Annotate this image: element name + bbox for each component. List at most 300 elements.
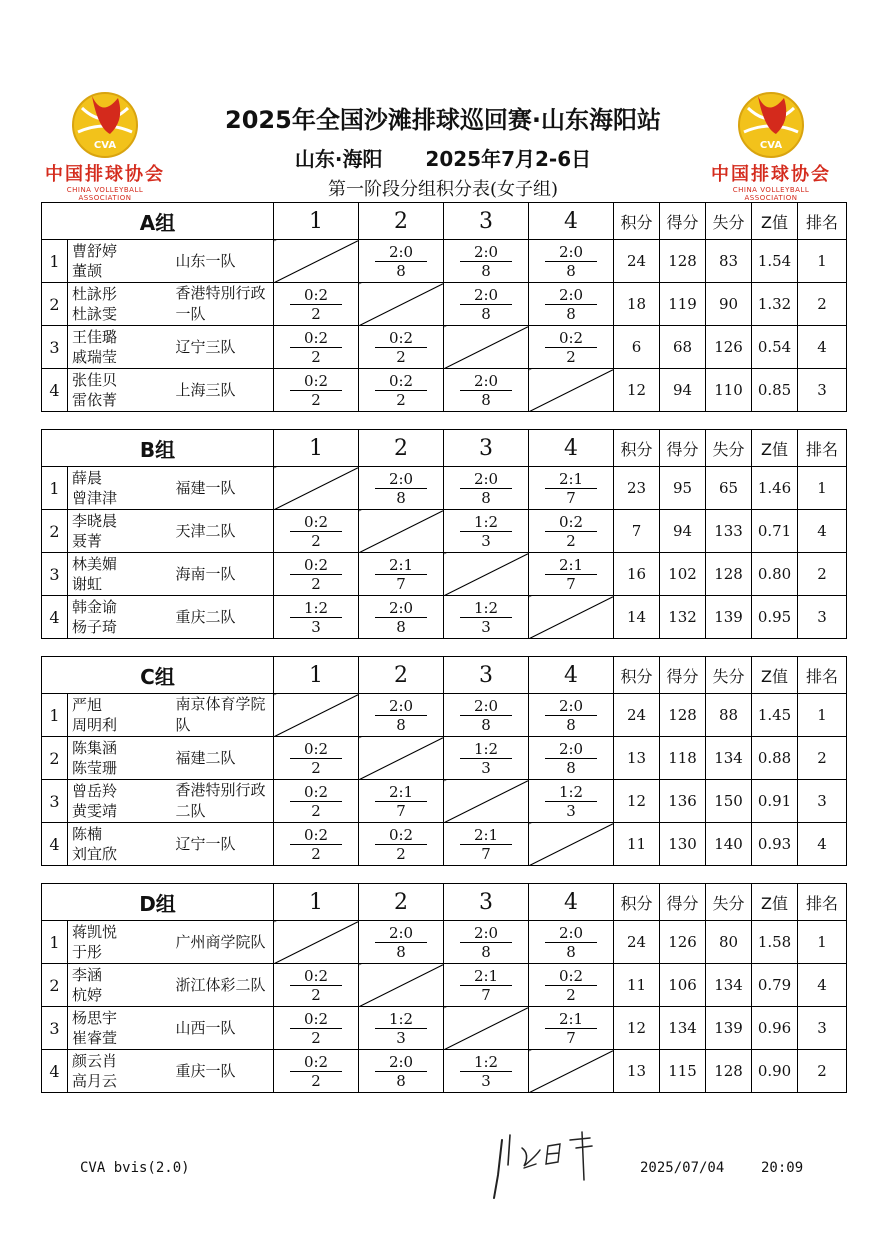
logo-subtitle: CHINA VOLLEYBALL ASSOCIATION xyxy=(732,186,810,202)
opponent-column-header: 4 xyxy=(529,884,614,921)
points-scored: 94 xyxy=(660,369,706,412)
match-score: 1:2 xyxy=(375,1010,427,1029)
z-value: 0.90 xyxy=(752,1050,798,1093)
stage-title: 第一阶段分组积分表(女子组) xyxy=(327,179,559,200)
points-conceded: 150 xyxy=(706,780,752,823)
team-name: 重庆一队 xyxy=(172,1050,274,1093)
player-name: 周明利 xyxy=(72,716,118,734)
match-result xyxy=(529,553,614,596)
event-location: 山东·海阳 xyxy=(294,147,383,171)
match-result xyxy=(359,823,444,866)
match-score: 1:2 xyxy=(545,783,597,802)
match-result xyxy=(274,964,359,1007)
seed-number: 4 xyxy=(42,596,68,639)
column-header-scored: 得分 xyxy=(660,657,706,694)
match-points: 8 xyxy=(566,305,576,323)
match-result xyxy=(529,1007,614,1050)
match-points: 8 xyxy=(396,716,406,734)
points-scored: 115 xyxy=(660,1050,706,1093)
column-header-conceded: 失分 xyxy=(706,657,752,694)
match-score: 2:1 xyxy=(545,470,597,489)
total-points: 14 xyxy=(614,596,660,639)
points-conceded: 133 xyxy=(706,510,752,553)
match-score: 2:0 xyxy=(375,697,427,716)
rank: 3 xyxy=(798,596,847,639)
group-name: D组 xyxy=(42,884,274,921)
match-points: 3 xyxy=(481,759,491,777)
player-name: 杭婷 xyxy=(72,986,103,1004)
rank: 3 xyxy=(798,369,847,412)
table-row xyxy=(42,964,847,1007)
players-cell xyxy=(68,596,172,639)
player-name: 雷依菁 xyxy=(72,391,118,409)
seed-number: 4 xyxy=(42,823,68,866)
match-result xyxy=(274,1050,359,1093)
points-scored: 132 xyxy=(660,596,706,639)
team-name: 香港特別行政一队 xyxy=(172,283,274,326)
points-conceded: 134 xyxy=(706,964,752,1007)
match-result xyxy=(359,694,444,737)
player-name: 于彤 xyxy=(72,943,103,961)
players-cell xyxy=(68,369,172,412)
match-score: 0:2 xyxy=(545,513,597,532)
match-points: 8 xyxy=(566,716,576,734)
total-points: 6 xyxy=(614,326,660,369)
column-header-z: Z值 xyxy=(752,657,798,694)
player-name: 杨思宇 xyxy=(72,1009,118,1027)
team-name: 山东一队 xyxy=(172,240,274,283)
seed-number: 2 xyxy=(42,737,68,780)
match-score: 2:1 xyxy=(545,1010,597,1029)
match-result xyxy=(359,326,444,369)
rank: 1 xyxy=(798,921,847,964)
match-score: 1:2 xyxy=(460,1053,512,1072)
total-points: 11 xyxy=(614,823,660,866)
column-header-scored: 得分 xyxy=(660,430,706,467)
match-score: 2:0 xyxy=(460,372,512,391)
match-score: 2:0 xyxy=(545,243,597,262)
players-cell xyxy=(68,1007,172,1050)
match-result xyxy=(444,823,529,866)
total-points: 18 xyxy=(614,283,660,326)
match-result xyxy=(274,326,359,369)
match-points: 3 xyxy=(566,802,576,820)
player-name: 陈集涵 xyxy=(72,739,118,757)
player-name: 曹舒婷 xyxy=(72,242,118,260)
table-row xyxy=(42,1007,847,1050)
points-scored: 106 xyxy=(660,964,706,1007)
team-name: 福建二队 xyxy=(172,737,274,780)
table-row xyxy=(42,553,847,596)
player-name: 严旭 xyxy=(72,696,103,714)
player-name: 陈楠 xyxy=(72,825,103,843)
z-value: 1.45 xyxy=(752,694,798,737)
match-score: 0:2 xyxy=(290,329,342,348)
points-scored: 68 xyxy=(660,326,706,369)
match-points: 2 xyxy=(311,391,321,409)
player-name: 蒋凯悦 xyxy=(72,923,118,941)
table-row xyxy=(42,596,847,639)
players-cell xyxy=(68,510,172,553)
column-header-points: 积分 xyxy=(614,203,660,240)
match-points: 2 xyxy=(311,305,321,323)
match-result xyxy=(274,823,359,866)
table-row xyxy=(42,369,847,412)
match-score: 2:0 xyxy=(460,470,512,489)
match-points: 2 xyxy=(566,348,576,366)
players-cell xyxy=(68,823,172,866)
match-result xyxy=(444,283,529,326)
match-score: 1:2 xyxy=(460,740,512,759)
points-scored: 95 xyxy=(660,467,706,510)
match-score: 2:0 xyxy=(375,470,427,489)
player-name: 崔睿萱 xyxy=(72,1029,118,1047)
seed-number: 1 xyxy=(42,467,68,510)
points-scored: 128 xyxy=(660,694,706,737)
opponent-column-header: 1 xyxy=(274,884,359,921)
match-result xyxy=(444,596,529,639)
match-points: 8 xyxy=(481,262,491,280)
self-match-cell xyxy=(359,283,444,326)
players-cell xyxy=(68,694,172,737)
match-score: 0:2 xyxy=(375,826,427,845)
match-score: 2:0 xyxy=(545,924,597,943)
group-b-table xyxy=(41,429,847,639)
points-scored: 134 xyxy=(660,1007,706,1050)
rank: 4 xyxy=(798,510,847,553)
match-result xyxy=(529,283,614,326)
seed-number: 3 xyxy=(42,1007,68,1050)
rank: 2 xyxy=(798,553,847,596)
opponent-column-header: 1 xyxy=(274,430,359,467)
match-points: 8 xyxy=(396,943,406,961)
match-result xyxy=(444,240,529,283)
player-name: 颜云肖 xyxy=(72,1052,118,1070)
match-score: 1:2 xyxy=(460,513,512,532)
match-score: 2:0 xyxy=(375,243,427,262)
match-result xyxy=(529,921,614,964)
group-header-row xyxy=(42,430,847,467)
match-points: 2 xyxy=(396,391,406,409)
match-points: 7 xyxy=(566,489,576,507)
seed-number: 3 xyxy=(42,553,68,596)
match-score: 2:0 xyxy=(460,286,512,305)
column-header-conceded: 失分 xyxy=(706,884,752,921)
seed-number: 3 xyxy=(42,780,68,823)
match-score: 2:0 xyxy=(545,697,597,716)
software-version: CVA bvis(2.0) xyxy=(80,1160,190,1176)
total-points: 13 xyxy=(614,737,660,780)
match-result xyxy=(274,596,359,639)
rank: 4 xyxy=(798,964,847,1007)
match-score: 2:1 xyxy=(545,556,597,575)
players-cell xyxy=(68,1050,172,1093)
group-name: A组 xyxy=(42,203,274,240)
z-value: 1.32 xyxy=(752,283,798,326)
rank: 3 xyxy=(798,780,847,823)
match-result xyxy=(359,1050,444,1093)
self-match-cell xyxy=(444,780,529,823)
match-result xyxy=(274,1007,359,1050)
logo-name: 中国排球协会 xyxy=(711,164,831,185)
group-name: B组 xyxy=(42,430,274,467)
points-conceded: 88 xyxy=(706,694,752,737)
team-name: 上海三队 xyxy=(172,369,274,412)
table-row xyxy=(42,467,847,510)
table-row xyxy=(42,326,847,369)
match-points: 8 xyxy=(566,262,576,280)
players-cell xyxy=(68,326,172,369)
seed-number: 1 xyxy=(42,921,68,964)
team-name: 海南一队 xyxy=(172,553,274,596)
opponent-column-header: 4 xyxy=(529,430,614,467)
match-points: 2 xyxy=(311,348,321,366)
players-cell xyxy=(68,964,172,1007)
opponent-column-header: 1 xyxy=(274,203,359,240)
self-match-cell xyxy=(529,596,614,639)
table-row xyxy=(42,737,847,780)
match-points: 2 xyxy=(311,845,321,863)
match-points: 2 xyxy=(311,802,321,820)
total-points: 11 xyxy=(614,964,660,1007)
points-scored: 118 xyxy=(660,737,706,780)
table-row xyxy=(42,1050,847,1093)
match-result xyxy=(359,240,444,283)
opponent-column-header: 2 xyxy=(359,430,444,467)
total-points: 7 xyxy=(614,510,660,553)
self-match-cell xyxy=(359,510,444,553)
match-score: 1:2 xyxy=(460,599,512,618)
match-points: 2 xyxy=(566,986,576,1004)
player-name: 杜詠彤 xyxy=(72,285,118,303)
match-result xyxy=(444,467,529,510)
self-match-cell xyxy=(274,467,359,510)
match-score: 2:0 xyxy=(460,924,512,943)
match-score: 0:2 xyxy=(290,826,342,845)
players-cell xyxy=(68,240,172,283)
total-points: 24 xyxy=(614,694,660,737)
match-result xyxy=(274,553,359,596)
total-points: 24 xyxy=(614,921,660,964)
column-header-rank: 排名 xyxy=(798,430,847,467)
match-score: 0:2 xyxy=(290,513,342,532)
match-points: 2 xyxy=(566,532,576,550)
rank: 3 xyxy=(798,1007,847,1050)
total-points: 13 xyxy=(614,1050,660,1093)
team-name: 辽宁三队 xyxy=(172,326,274,369)
match-score: 1:2 xyxy=(290,599,342,618)
player-name: 李涵 xyxy=(72,966,103,984)
total-points: 12 xyxy=(614,1007,660,1050)
match-points: 2 xyxy=(311,532,321,550)
rank: 4 xyxy=(798,823,847,866)
team-name: 天津二队 xyxy=(172,510,274,553)
opponent-column-header: 3 xyxy=(444,884,529,921)
self-match-cell xyxy=(529,1050,614,1093)
opponent-column-header: 2 xyxy=(359,203,444,240)
player-name: 董颉 xyxy=(72,262,103,280)
points-conceded: 80 xyxy=(706,921,752,964)
total-points: 23 xyxy=(614,467,660,510)
match-points: 3 xyxy=(481,532,491,550)
z-value: 0.71 xyxy=(752,510,798,553)
match-score: 0:2 xyxy=(375,372,427,391)
match-score: 2:0 xyxy=(375,924,427,943)
points-conceded: 83 xyxy=(706,240,752,283)
points-conceded: 110 xyxy=(706,369,752,412)
match-points: 2 xyxy=(396,348,406,366)
z-value: 0.96 xyxy=(752,1007,798,1050)
match-points: 8 xyxy=(396,489,406,507)
match-result xyxy=(359,1007,444,1050)
player-name: 陈莹珊 xyxy=(72,759,118,777)
player-name: 薛晨 xyxy=(72,469,103,487)
rank: 2 xyxy=(798,283,847,326)
self-match-cell xyxy=(444,553,529,596)
match-score: 2:0 xyxy=(460,243,512,262)
team-name: 福建一队 xyxy=(172,467,274,510)
match-score: 0:2 xyxy=(290,1053,342,1072)
opponent-column-header: 2 xyxy=(359,884,444,921)
match-points: 7 xyxy=(566,575,576,593)
team-name: 重庆二队 xyxy=(172,596,274,639)
match-result xyxy=(274,780,359,823)
group-c-table xyxy=(41,656,847,866)
rank: 1 xyxy=(798,694,847,737)
team-name: 广州商学院队 xyxy=(172,921,274,964)
match-result xyxy=(444,737,529,780)
svg-text:CVA: CVA xyxy=(759,140,783,151)
match-points: 2 xyxy=(396,845,406,863)
match-points: 2 xyxy=(311,759,321,777)
footer-time: 20:09 xyxy=(761,1160,804,1176)
column-header-z: Z值 xyxy=(752,203,798,240)
match-score: 2:0 xyxy=(545,286,597,305)
z-value: 1.54 xyxy=(752,240,798,283)
group-name: C组 xyxy=(42,657,274,694)
points-scored: 102 xyxy=(660,553,706,596)
rank: 4 xyxy=(798,326,847,369)
match-result xyxy=(529,780,614,823)
match-result xyxy=(274,369,359,412)
match-score: 0:2 xyxy=(290,286,342,305)
table-row xyxy=(42,921,847,964)
match-points: 8 xyxy=(396,1072,406,1090)
players-cell xyxy=(68,467,172,510)
match-score: 0:2 xyxy=(290,967,342,986)
match-score: 0:2 xyxy=(290,740,342,759)
total-points: 12 xyxy=(614,369,660,412)
match-result xyxy=(529,326,614,369)
match-points: 3 xyxy=(396,1029,406,1047)
player-name: 王佳璐 xyxy=(72,328,118,346)
match-result xyxy=(274,737,359,780)
match-points: 7 xyxy=(481,845,491,863)
group-header-row xyxy=(42,884,847,921)
logo-name: 中国排球协会 xyxy=(45,164,165,185)
self-match-cell xyxy=(359,964,444,1007)
match-result xyxy=(359,780,444,823)
opponent-column-header: 1 xyxy=(274,657,359,694)
seed-number: 1 xyxy=(42,694,68,737)
match-points: 8 xyxy=(481,716,491,734)
self-match-cell xyxy=(444,1007,529,1050)
match-result xyxy=(359,553,444,596)
event-subtitle xyxy=(0,143,886,172)
self-match-cell xyxy=(444,326,529,369)
points-conceded: 139 xyxy=(706,596,752,639)
match-score: 2:1 xyxy=(460,826,512,845)
match-result xyxy=(444,1050,529,1093)
seed-number: 2 xyxy=(42,283,68,326)
points-scored: 130 xyxy=(660,823,706,866)
team-name: 浙江体彩二队 xyxy=(172,964,274,1007)
match-points: 8 xyxy=(396,262,406,280)
match-points: 8 xyxy=(481,391,491,409)
points-conceded: 128 xyxy=(706,553,752,596)
table-row xyxy=(42,694,847,737)
points-conceded: 128 xyxy=(706,1050,752,1093)
player-name: 韩金谕 xyxy=(72,598,118,616)
opponent-column-header: 4 xyxy=(529,657,614,694)
match-result xyxy=(529,964,614,1007)
column-header-scored: 得分 xyxy=(660,884,706,921)
match-result xyxy=(274,283,359,326)
match-points: 7 xyxy=(396,575,406,593)
match-result xyxy=(444,369,529,412)
points-conceded: 126 xyxy=(706,326,752,369)
table-row xyxy=(42,780,847,823)
match-result xyxy=(359,369,444,412)
match-points: 3 xyxy=(481,1072,491,1090)
z-value: 0.91 xyxy=(752,780,798,823)
match-result xyxy=(529,737,614,780)
z-value: 1.46 xyxy=(752,467,798,510)
player-name: 曾岳羚 xyxy=(72,782,118,800)
match-result xyxy=(444,694,529,737)
z-value: 0.79 xyxy=(752,964,798,1007)
z-value: 0.54 xyxy=(752,326,798,369)
seed-number: 1 xyxy=(42,240,68,283)
player-name: 高月云 xyxy=(72,1072,118,1090)
match-result xyxy=(444,921,529,964)
players-cell xyxy=(68,283,172,326)
player-name: 曾津津 xyxy=(72,489,118,507)
page-title: 2025年全国沙滩排球巡回赛·山东海阳站 xyxy=(225,106,661,134)
z-value: 0.85 xyxy=(752,369,798,412)
rank: 2 xyxy=(798,737,847,780)
seed-number: 2 xyxy=(42,964,68,1007)
column-header-rank: 排名 xyxy=(798,884,847,921)
z-value: 0.95 xyxy=(752,596,798,639)
z-value: 1.58 xyxy=(752,921,798,964)
player-name: 杨子琦 xyxy=(72,618,118,636)
self-match-cell xyxy=(529,369,614,412)
column-header-z: Z值 xyxy=(752,884,798,921)
players-cell xyxy=(68,780,172,823)
match-result xyxy=(444,964,529,1007)
opponent-column-header: 3 xyxy=(444,430,529,467)
points-scored: 136 xyxy=(660,780,706,823)
player-name: 戚瑞莹 xyxy=(72,348,118,366)
group-header-row xyxy=(42,203,847,240)
points-scored: 128 xyxy=(660,240,706,283)
team-name: 南京体育学院队 xyxy=(172,694,274,737)
self-match-cell xyxy=(359,737,444,780)
match-points: 2 xyxy=(311,575,321,593)
match-points: 8 xyxy=(481,943,491,961)
match-score: 2:1 xyxy=(460,967,512,986)
